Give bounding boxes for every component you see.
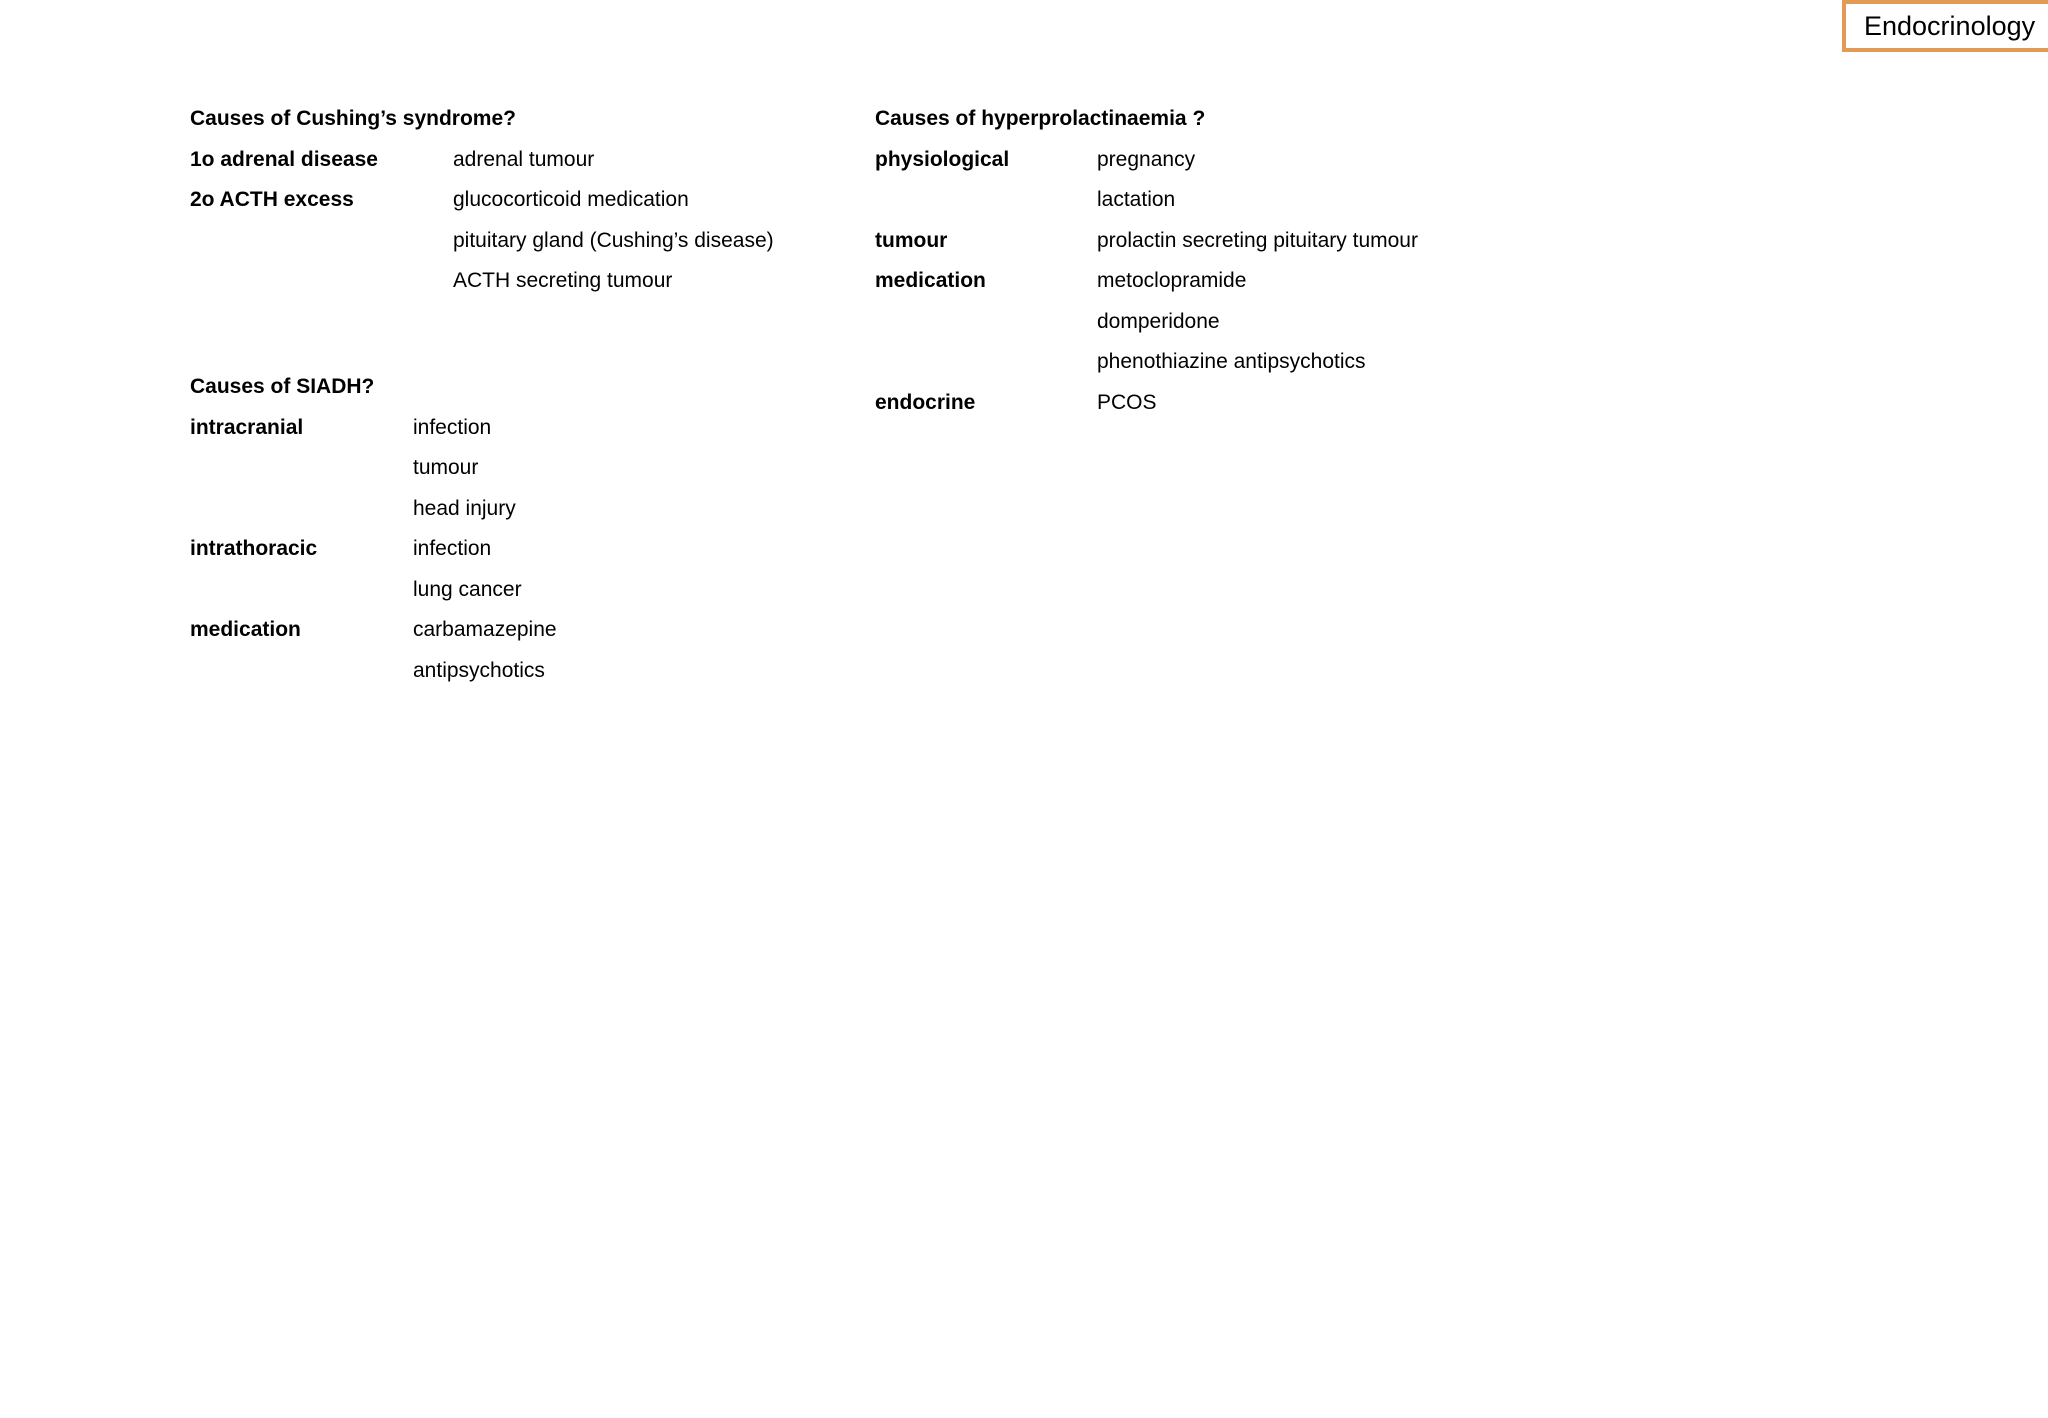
cause-item: carbamazepine — [413, 618, 557, 641]
cause-item: adrenal tumour — [453, 147, 595, 171]
list-item — [875, 180, 1205, 221]
cause-item: phenothiazine antipsychotics — [1097, 350, 1366, 373]
category-label: physiological — [875, 147, 1010, 171]
cause-item: PCOS — [1097, 390, 1157, 414]
siadh-section — [190, 367, 557, 691]
cause-item: head injury — [413, 496, 516, 520]
cause-item: lactation — [1097, 188, 1176, 211]
cause-item: pregnancy — [1097, 147, 1196, 171]
category-label: intracranial — [190, 415, 304, 439]
cause-item: domperidone — [1097, 309, 1220, 333]
cause-item: ACTH secreting tumour — [453, 269, 673, 292]
topic-tag: Endocrinology — [1842, 0, 2048, 52]
category-label: endocrine — [875, 390, 976, 414]
list-item — [190, 221, 774, 262]
section-heading: Causes of Cushing’s syndrome? — [190, 107, 516, 130]
list-item — [875, 302, 1220, 343]
list-item — [875, 383, 1205, 424]
list-item — [190, 610, 557, 651]
category-label: intrathoracic — [190, 537, 318, 560]
section-heading: Causes of SIADH? — [190, 375, 375, 398]
hyperprolactinaemia-section — [875, 99, 1418, 423]
list-item — [190, 261, 673, 302]
list-item — [875, 140, 1205, 181]
cause-item: metoclopramide — [1097, 269, 1247, 292]
list-item — [190, 140, 595, 181]
cause-item: pituitary gland (Cushing’s disease) — [453, 228, 774, 252]
category-label: medication — [875, 269, 986, 292]
list-item — [190, 180, 689, 221]
cause-item: antipsychotics — [413, 658, 545, 682]
list-item — [190, 408, 492, 449]
list-item — [190, 651, 545, 692]
list-item — [875, 221, 1418, 262]
cause-item: glucocorticoid medication — [453, 188, 689, 211]
category-label: 2o ACTH excess — [190, 188, 354, 211]
category-label: 1o adrenal disease — [190, 147, 378, 171]
category-label: medication — [190, 618, 301, 641]
cause-item: lung cancer — [413, 577, 522, 601]
list-item — [190, 529, 492, 570]
list-item — [875, 261, 1247, 302]
cause-item: infection — [413, 537, 492, 560]
list-item — [190, 448, 479, 489]
cushing-section — [190, 99, 774, 302]
list-item — [190, 570, 522, 611]
cause-item: tumour — [413, 456, 479, 479]
section-heading: Causes of hyperprolactinaemia ? — [875, 107, 1206, 130]
list-item — [875, 342, 1366, 383]
category-label: tumour — [875, 228, 948, 252]
cause-item: infection — [413, 415, 492, 439]
cause-item: prolactin secreting pituitary tumour — [1097, 228, 1418, 252]
list-item — [190, 489, 516, 530]
